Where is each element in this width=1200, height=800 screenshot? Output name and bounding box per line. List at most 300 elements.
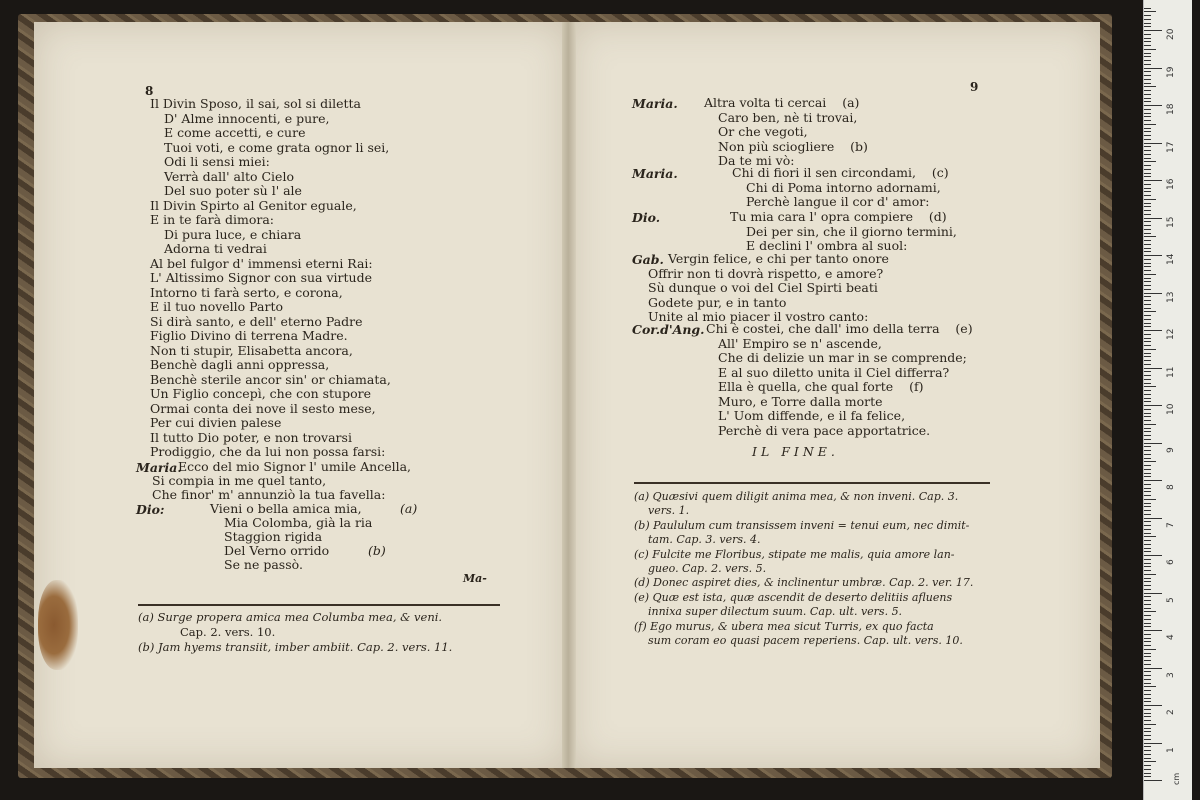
ruler-tick bbox=[1144, 536, 1156, 537]
ruler-tick bbox=[1144, 176, 1151, 177]
ruler-tick bbox=[1144, 480, 1162, 481]
ruler-tick bbox=[1144, 503, 1151, 504]
footnote: innixa super dilectum suum. Cap. ult. vers. 5. bbox=[648, 605, 903, 619]
ruler-tick bbox=[1144, 330, 1162, 331]
ruler-tick bbox=[1144, 304, 1151, 305]
ruler-number: 12 bbox=[1166, 328, 1176, 340]
ruler-tick bbox=[1144, 510, 1151, 511]
ruler-number: 2 bbox=[1166, 709, 1176, 715]
ruler-tick bbox=[1144, 195, 1151, 196]
ruler-tick bbox=[1144, 581, 1151, 582]
ruler-tick bbox=[1144, 371, 1151, 372]
ruler-tick bbox=[1144, 83, 1151, 84]
ruler-tick bbox=[1144, 101, 1151, 102]
ruler-tick bbox=[1144, 709, 1151, 710]
verse-line: Che di delizie un mar in se comprende; bbox=[718, 350, 967, 365]
ruler-tick bbox=[1144, 401, 1151, 402]
ruler-tick bbox=[1144, 671, 1151, 672]
ruler-number: 7 bbox=[1166, 521, 1176, 528]
ruler-tick bbox=[1144, 270, 1151, 271]
verse-line: Il Divin Spirto al Genitor eguale, bbox=[150, 197, 357, 213]
ruler-tick bbox=[1144, 68, 1162, 69]
verse-line: Perchè langue il cor d' amor: bbox=[746, 194, 930, 209]
ruler-tick bbox=[1144, 533, 1151, 534]
ruler-tick bbox=[1144, 64, 1151, 65]
ruler-tick bbox=[1144, 109, 1151, 110]
ruler-number: 3 bbox=[1166, 671, 1176, 678]
verse-line: Benchè sterile ancor sin' or chiamata, bbox=[150, 371, 391, 387]
ruler-tick bbox=[1144, 776, 1151, 777]
ruler-tick bbox=[1144, 623, 1151, 624]
ruler-tick bbox=[1144, 8, 1151, 9]
speaker-label: Maria. bbox=[632, 96, 678, 111]
verse-line: Ormai conta dei nove il sesto mese, bbox=[150, 400, 376, 416]
footnote: (b) Jam hyems transiit, imber ambiit. Cap. 2. vers. 11. bbox=[138, 640, 453, 654]
verse-line: Odi li sensi miei: bbox=[164, 154, 270, 169]
verse-line: Ella è quella, che qual forte (f) bbox=[718, 379, 924, 394]
ruler-tick bbox=[1144, 281, 1151, 282]
ruler-tick bbox=[1144, 19, 1151, 20]
ruler-tick bbox=[1144, 514, 1151, 515]
footnote: sum coram eo quasi pacem reperiens. Cap. ult. vers. 10. bbox=[648, 634, 963, 647]
ruler-tick bbox=[1144, 128, 1151, 129]
ruler-tick bbox=[1144, 79, 1151, 80]
ruler-tick bbox=[1144, 431, 1151, 432]
ruler-tick bbox=[1144, 225, 1151, 226]
ruler-tick bbox=[1144, 645, 1151, 646]
ruler-tick bbox=[1144, 214, 1151, 215]
ruler-tick bbox=[1144, 289, 1151, 290]
ruler-tick bbox=[1144, 413, 1151, 414]
verse-line: Ecco del mio Signor l' umile Ancella, bbox=[178, 459, 412, 474]
ruler-tick bbox=[1144, 135, 1151, 136]
ruler-tick bbox=[1144, 608, 1151, 609]
verse-line: Perchè di vera pace apportatrice. bbox=[718, 422, 931, 438]
ruler-number: 5 bbox=[1166, 596, 1176, 603]
ruler-tick bbox=[1144, 53, 1151, 54]
ruler-tick bbox=[1144, 218, 1162, 219]
verse-line: L' Uom diffende, e il fa felice, bbox=[718, 408, 906, 423]
ruler-tick bbox=[1144, 574, 1156, 575]
ruler-tick bbox=[1144, 491, 1151, 492]
ruler-number: 6 bbox=[1166, 559, 1176, 565]
ruler-tick bbox=[1144, 229, 1151, 230]
verse-line: Chi di fiori il sen circondami, (c) bbox=[732, 165, 949, 180]
ruler-number: 4 bbox=[1166, 634, 1176, 640]
ruler-tick bbox=[1144, 518, 1162, 519]
ruler-tick bbox=[1144, 326, 1151, 327]
measuring-ruler bbox=[1143, 0, 1192, 800]
ruler-tick bbox=[1144, 60, 1151, 61]
ruler-tick bbox=[1144, 641, 1151, 642]
ruler-tick bbox=[1144, 626, 1151, 627]
speaker-label: Maria. bbox=[632, 166, 678, 181]
ruler-tick bbox=[1144, 683, 1151, 684]
ruler-tick bbox=[1144, 563, 1151, 564]
ruler-tick bbox=[1144, 184, 1151, 185]
ruler-tick bbox=[1144, 71, 1151, 72]
verse-line: Chi di Poma intorno adornami, bbox=[746, 179, 941, 195]
ruler-tick bbox=[1144, 23, 1151, 24]
ruler-tick bbox=[1144, 154, 1151, 155]
ruler-tick bbox=[1144, 143, 1162, 144]
ruler-tick bbox=[1144, 476, 1151, 477]
verse-line: Non più sciogliere (b) bbox=[718, 138, 868, 154]
ruler-tick bbox=[1144, 173, 1151, 174]
footnote-rule bbox=[138, 604, 500, 606]
ruler-tick bbox=[1144, 454, 1151, 455]
ruler-tick bbox=[1144, 668, 1162, 669]
footnote: (e) Quæ est ista, quæ ascendit de deserto delitiis afluens bbox=[634, 590, 953, 604]
ruler-tick bbox=[1144, 308, 1151, 309]
ruler-tick bbox=[1144, 386, 1156, 387]
ruler-tick bbox=[1144, 188, 1151, 189]
book-gutter bbox=[562, 22, 576, 768]
verse-line: Benchè dagli anni oppressa, bbox=[150, 357, 330, 372]
ruler-tick bbox=[1144, 75, 1151, 76]
ruler-tick bbox=[1144, 244, 1151, 245]
ruler-tick bbox=[1144, 203, 1151, 204]
ruler-tick bbox=[1144, 30, 1162, 31]
verse-line: Si dirà santo, e dell' eterno Padre bbox=[150, 313, 363, 329]
ruler-tick bbox=[1144, 461, 1156, 462]
ruler-tick bbox=[1144, 334, 1151, 335]
ruler-tick bbox=[1144, 731, 1151, 732]
page-number-right: 9 bbox=[970, 80, 979, 94]
footnote: gueo. Cap. 2. vers. 5. bbox=[648, 562, 767, 575]
ruler-tick bbox=[1144, 278, 1151, 279]
the-end: IL FINE. bbox=[752, 444, 839, 459]
speaker-label: Cor.d'Ang. bbox=[632, 322, 705, 337]
verse-line: Godete pur, e in tanto bbox=[648, 294, 787, 310]
verse-line: Del suo poter sù l' ale bbox=[164, 183, 302, 198]
ruler-tick bbox=[1144, 315, 1151, 316]
footnote: (b) Paululum cum transissem inveni = tenui eum, nec dimit- bbox=[634, 518, 970, 532]
footnote: (f) Ego murus, & ubera mea sicut Turris, ex quo facta bbox=[634, 619, 934, 633]
ruler-number: 1 bbox=[1166, 746, 1176, 753]
ruler-tick bbox=[1144, 364, 1151, 365]
ruler-tick bbox=[1144, 56, 1151, 57]
ruler-tick bbox=[1144, 146, 1151, 147]
ruler-tick bbox=[1144, 701, 1151, 702]
verse-line: Se ne passò. bbox=[224, 557, 303, 572]
ruler-tick bbox=[1144, 191, 1151, 192]
ruler-tick bbox=[1144, 443, 1162, 444]
ruler-tick bbox=[1144, 679, 1151, 680]
verse-line: Or che vegoti, bbox=[718, 124, 808, 139]
ruler-tick bbox=[1144, 221, 1151, 222]
ruler-number: 13 bbox=[1166, 291, 1176, 303]
verse-line: Vergin felice, e chi per tanto onore bbox=[668, 251, 889, 266]
ruler-tick bbox=[1144, 446, 1151, 447]
footnote: vers. 1. bbox=[648, 504, 690, 518]
ruler-unit: cm bbox=[1172, 772, 1181, 785]
ruler-tick bbox=[1144, 495, 1151, 496]
ruler-tick bbox=[1144, 649, 1156, 650]
ruler-tick bbox=[1144, 754, 1151, 755]
ruler-tick bbox=[1144, 409, 1151, 410]
ruler-tick bbox=[1144, 356, 1151, 357]
ruler-tick bbox=[1144, 690, 1151, 691]
verse-line: Il Divin Sposo, il sai, sol si diletta bbox=[150, 96, 361, 111]
ruler-tick bbox=[1144, 450, 1151, 451]
ruler-tick bbox=[1144, 124, 1156, 125]
verse-line: Adorna ti vedrai bbox=[164, 241, 267, 256]
ruler-tick bbox=[1144, 233, 1151, 234]
ruler-tick bbox=[1144, 285, 1151, 286]
verse-line: E in te farà dimora: bbox=[150, 212, 275, 227]
speaker-dio: Dio: bbox=[136, 502, 165, 517]
ruler-tick bbox=[1144, 765, 1151, 766]
verse-line: E al suo diletto unita il Ciel differra? bbox=[718, 364, 950, 380]
ruler-tick bbox=[1144, 416, 1151, 417]
footnote: tam. Cap. 3. vers. 4. bbox=[648, 533, 761, 547]
verse-line: E il tuo novello Parto bbox=[150, 299, 283, 314]
ruler-tick bbox=[1144, 773, 1151, 774]
ruler-tick bbox=[1144, 465, 1151, 466]
verse-line: Prodiggio, che da lui non possa farsi: bbox=[150, 444, 386, 459]
verse-line: L' Altissimo Signor con sua virtude bbox=[150, 270, 372, 285]
ruler-tick bbox=[1144, 713, 1151, 714]
verse-line: Sù dunque o voi del Ciel Spirti beati bbox=[648, 280, 878, 295]
ruler-tick bbox=[1144, 368, 1162, 369]
footnote: (c) Fulcite me Floribus, stipate me malis, quia amore lan- bbox=[634, 547, 955, 561]
ruler-number: 17 bbox=[1166, 141, 1176, 153]
ruler-tick bbox=[1144, 251, 1151, 252]
verse-line: Altra volta ti cercai (a) bbox=[704, 95, 860, 110]
verse-line: Dei per sin, che il giorno termini, bbox=[746, 223, 957, 239]
ruler-tick bbox=[1144, 150, 1151, 151]
ruler-tick bbox=[1144, 585, 1151, 586]
note-mark: (a) bbox=[400, 501, 418, 516]
ruler-tick bbox=[1144, 375, 1151, 376]
ruler-tick bbox=[1144, 353, 1151, 354]
verse-line: Muro, e Torre dalla morte bbox=[718, 393, 883, 409]
ruler-tick bbox=[1144, 41, 1151, 42]
ruler-tick bbox=[1144, 274, 1156, 275]
ruler-tick bbox=[1144, 728, 1151, 729]
speaker-maria: Maria. bbox=[136, 460, 182, 475]
ruler-tick bbox=[1144, 349, 1156, 350]
ruler-tick bbox=[1144, 266, 1151, 267]
ruler-tick bbox=[1144, 293, 1162, 294]
ruler-tick bbox=[1144, 724, 1156, 725]
speaker-label: Gab. bbox=[632, 252, 664, 267]
ruler-tick bbox=[1144, 165, 1151, 166]
ruler-number: 14 bbox=[1166, 253, 1176, 265]
ruler-tick bbox=[1144, 259, 1151, 260]
ruler-tick bbox=[1144, 405, 1162, 406]
verse-line: Tuoi voti, e come grata ognor li sei, bbox=[164, 139, 390, 155]
ruler-tick bbox=[1144, 604, 1151, 605]
verse-line: Mia Colomba, già la ria bbox=[224, 515, 373, 530]
ruler-tick bbox=[1144, 488, 1151, 489]
ruler-number: 15 bbox=[1166, 216, 1176, 228]
ruler-tick bbox=[1144, 596, 1151, 597]
ruler-tick bbox=[1144, 525, 1151, 526]
ruler-tick bbox=[1144, 420, 1151, 421]
ruler-tick bbox=[1144, 86, 1156, 87]
ruler-tick bbox=[1144, 506, 1151, 507]
ruler-tick bbox=[1144, 15, 1151, 16]
ruler-tick bbox=[1144, 694, 1151, 695]
verse-line: Intorno ti farà serto, e corona, bbox=[150, 284, 343, 300]
ruler-number: 18 bbox=[1166, 103, 1176, 115]
ruler-tick bbox=[1144, 521, 1151, 522]
ruler-tick bbox=[1144, 473, 1151, 474]
ruler-tick bbox=[1144, 739, 1151, 740]
ruler-tick bbox=[1144, 45, 1151, 46]
speaker-label: Dio. bbox=[632, 210, 661, 225]
footnote-rule bbox=[634, 482, 990, 484]
ruler-tick bbox=[1144, 499, 1156, 500]
ruler-tick bbox=[1144, 345, 1151, 346]
ruler-tick bbox=[1144, 589, 1151, 590]
ruler-tick bbox=[1144, 638, 1151, 639]
ruler-tick bbox=[1144, 199, 1156, 200]
ruler-tick bbox=[1144, 424, 1156, 425]
ruler-number: 8 bbox=[1166, 484, 1176, 490]
ruler-tick bbox=[1144, 206, 1151, 207]
ruler-tick bbox=[1144, 761, 1156, 762]
ruler-tick bbox=[1144, 469, 1151, 470]
ruler-tick bbox=[1144, 548, 1151, 549]
ruler-tick bbox=[1144, 675, 1151, 676]
verse-line: Unite al mio piacer il vostro canto: bbox=[648, 309, 869, 324]
verse-line: Si compia in me quel tanto, bbox=[152, 473, 327, 488]
ruler-tick bbox=[1144, 360, 1151, 361]
ruler-tick bbox=[1144, 720, 1151, 721]
stain-mark bbox=[38, 580, 78, 670]
ruler-tick bbox=[1144, 593, 1162, 594]
ruler-number: 16 bbox=[1166, 178, 1176, 190]
verse-line: Che finor' m' annunziò la tua favella: bbox=[152, 487, 386, 502]
ruler-tick bbox=[1144, 653, 1151, 654]
ruler-tick bbox=[1144, 619, 1151, 620]
ruler-tick bbox=[1144, 319, 1151, 320]
ruler-tick bbox=[1144, 769, 1151, 770]
ruler-tick bbox=[1144, 578, 1151, 579]
verse-line: Da te mi vò: bbox=[718, 153, 795, 168]
ruler-tick bbox=[1144, 49, 1156, 50]
ruler-tick bbox=[1144, 338, 1151, 339]
ruler-tick bbox=[1144, 540, 1151, 541]
ruler-number: 10 bbox=[1166, 403, 1176, 415]
ruler-tick bbox=[1144, 240, 1151, 241]
ruler-tick bbox=[1144, 544, 1151, 545]
verse-line: D' Alme innocenti, e pure, bbox=[164, 110, 330, 126]
ruler-tick bbox=[1144, 300, 1151, 301]
ruler-tick bbox=[1144, 248, 1151, 249]
footnote: Cap. 2. vers. 10. bbox=[180, 625, 276, 639]
verse-line: Al bel fulgor d' immensi eterni Rai: bbox=[150, 255, 373, 271]
ruler-tick bbox=[1144, 383, 1151, 384]
ruler-number: 19 bbox=[1166, 66, 1176, 78]
ruler-tick bbox=[1144, 180, 1162, 181]
ruler-tick bbox=[1144, 555, 1162, 556]
verse-line: Vieni o bella amica mia, bbox=[210, 501, 362, 516]
ruler-number: 20 bbox=[1166, 28, 1176, 40]
ruler-tick bbox=[1144, 263, 1151, 264]
ruler-tick bbox=[1144, 435, 1151, 436]
ruler-tick bbox=[1144, 735, 1151, 736]
ruler-tick bbox=[1144, 38, 1151, 39]
ruler-tick bbox=[1144, 11, 1156, 12]
footnote: (a) Quæsivi quem diligit anima mea, & non inveni. Cap. 3. bbox=[634, 490, 959, 503]
ruler-number: 11 bbox=[1166, 366, 1176, 378]
ruler-tick bbox=[1144, 570, 1151, 571]
ruler-tick bbox=[1144, 600, 1151, 601]
verse-line: Di pura luce, e chiara bbox=[164, 226, 302, 242]
ruler-tick bbox=[1144, 311, 1156, 312]
catchword: Ma- bbox=[463, 572, 487, 585]
ruler-tick bbox=[1144, 210, 1151, 211]
verse-line: Staggion rigida bbox=[224, 529, 323, 544]
ruler-tick bbox=[1144, 169, 1151, 170]
ruler-tick bbox=[1144, 26, 1151, 27]
ruler-tick bbox=[1144, 341, 1151, 342]
note-mark: (b) bbox=[368, 543, 386, 558]
verse-line: Tu mia cara l' opra compiere (d) bbox=[730, 209, 947, 224]
ruler-tick bbox=[1144, 428, 1151, 429]
verse-line: Per cui divien palese bbox=[150, 415, 282, 430]
ruler-tick bbox=[1144, 750, 1151, 751]
ruler-tick bbox=[1144, 611, 1156, 612]
ruler-tick bbox=[1144, 94, 1151, 95]
ruler-tick bbox=[1144, 439, 1151, 440]
ruler-tick bbox=[1144, 656, 1151, 657]
footnote: (d) Donec aspiret dies, & inclinentur umbræ. Cap. 2. ver. 17. bbox=[634, 576, 974, 590]
ruler-tick bbox=[1144, 236, 1156, 237]
verse-line: Offrir non ti dovrà rispetto, e amore? bbox=[648, 265, 884, 281]
ruler-tick bbox=[1144, 758, 1151, 759]
ruler-tick bbox=[1144, 161, 1156, 162]
ruler-tick bbox=[1144, 158, 1151, 159]
verse-line: All' Empiro se n' ascende, bbox=[718, 335, 882, 351]
ruler-tick bbox=[1144, 131, 1151, 132]
verse-line: E come accetti, e cure bbox=[164, 125, 306, 140]
ruler-tick bbox=[1144, 390, 1151, 391]
verse-line: Figlio Divino di terrena Madre. bbox=[150, 328, 348, 343]
verse-line: Verrà dall' alto Cielo bbox=[164, 168, 294, 184]
ruler-tick bbox=[1144, 398, 1151, 399]
ruler-tick bbox=[1144, 551, 1151, 552]
page-number-left: 8 bbox=[145, 84, 154, 98]
ruler-tick bbox=[1144, 458, 1151, 459]
ruler-tick bbox=[1144, 630, 1162, 631]
ruler-tick bbox=[1144, 116, 1151, 117]
ruler-tick bbox=[1144, 716, 1151, 717]
ruler-tick bbox=[1144, 743, 1162, 744]
ruler-tick bbox=[1144, 98, 1151, 99]
ruler-tick bbox=[1144, 529, 1151, 530]
ruler-tick bbox=[1144, 698, 1151, 699]
ruler-tick bbox=[1144, 746, 1151, 747]
ruler-tick bbox=[1144, 120, 1151, 121]
verse-line: E declini l' ombra al suol: bbox=[746, 238, 908, 253]
ruler-tick bbox=[1144, 394, 1151, 395]
ruler-tick bbox=[1144, 105, 1162, 106]
ruler-tick bbox=[1144, 705, 1162, 706]
ruler-tick bbox=[1144, 113, 1151, 114]
ruler-tick bbox=[1144, 634, 1151, 635]
ruler-tick bbox=[1144, 484, 1151, 485]
ruler-tick bbox=[1144, 566, 1151, 567]
ruler-tick bbox=[1144, 34, 1151, 35]
ruler-number: 9 bbox=[1166, 446, 1176, 453]
verse-line: Un Figlio concepì, che con stupore bbox=[150, 386, 372, 401]
ruler-tick bbox=[1144, 255, 1162, 256]
